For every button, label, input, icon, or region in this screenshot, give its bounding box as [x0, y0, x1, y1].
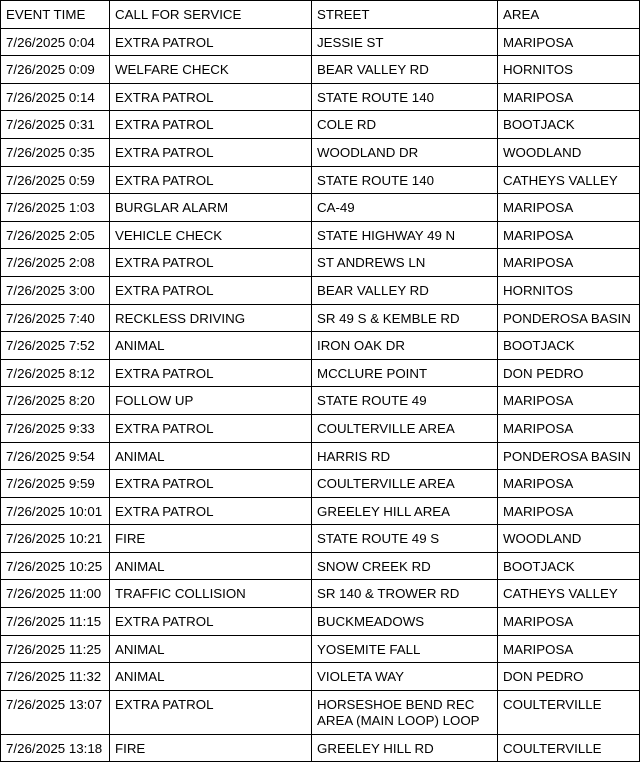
- cell-area: BOOTJACK: [498, 111, 640, 139]
- cell-street: STATE ROUTE 140: [312, 166, 498, 194]
- cell-area: MARIPOSA: [498, 28, 640, 56]
- cell-event-time: 7/26/2025 10:21: [1, 525, 110, 553]
- cell-call-for-service: BURGLAR ALARM: [110, 194, 312, 222]
- table-row: [1, 28, 640, 56]
- table-row: [1, 166, 640, 194]
- cell-event-time: 7/26/2025 7:52: [1, 332, 110, 360]
- cell-area: COULTERVILLE: [498, 734, 640, 762]
- cell-area: WOODLAND: [498, 525, 640, 553]
- cell-area: MARIPOSA: [498, 470, 640, 498]
- cell-event-time: 7/26/2025 13:07: [1, 690, 110, 734]
- cell-call-for-service: EXTRA PATROL: [110, 608, 312, 636]
- cell-call-for-service: ANIMAL: [110, 635, 312, 663]
- table-row: [1, 56, 640, 84]
- header-street: STREET: [312, 1, 498, 29]
- cell-call-for-service: FIRE: [110, 734, 312, 762]
- cell-event-time: 7/26/2025 0:35: [1, 138, 110, 166]
- cell-call-for-service: WELFARE CHECK: [110, 56, 312, 84]
- cell-call-for-service: EXTRA PATROL: [110, 470, 312, 498]
- cell-street: SR 49 S & KEMBLE RD: [312, 304, 498, 332]
- cell-event-time: 7/26/2025 8:12: [1, 359, 110, 387]
- cell-call-for-service: EXTRA PATROL: [110, 83, 312, 111]
- table-row: [1, 194, 640, 222]
- cell-area: MARIPOSA: [498, 414, 640, 442]
- table-row: [1, 83, 640, 111]
- cell-area: HORNITOS: [498, 276, 640, 304]
- cell-call-for-service: EXTRA PATROL: [110, 138, 312, 166]
- cell-street: JESSIE ST: [312, 28, 498, 56]
- cell-street: STATE ROUTE 49 S: [312, 525, 498, 553]
- cell-event-time: 7/26/2025 11:15: [1, 608, 110, 636]
- cell-call-for-service: EXTRA PATROL: [110, 111, 312, 139]
- cell-call-for-service: EXTRA PATROL: [110, 166, 312, 194]
- cell-area: BOOTJACK: [498, 332, 640, 360]
- cell-event-time: 7/26/2025 10:25: [1, 552, 110, 580]
- table-row: [1, 249, 640, 277]
- cell-street: MCCLURE POINT: [312, 359, 498, 387]
- cell-call-for-service: FOLLOW UP: [110, 387, 312, 415]
- cell-street: HARRIS RD: [312, 442, 498, 470]
- cell-event-time: 7/26/2025 0:04: [1, 28, 110, 56]
- table-row: [1, 608, 640, 636]
- table-body: [1, 28, 640, 762]
- cell-street: BUCKMEADOWS: [312, 608, 498, 636]
- cell-event-time: 7/26/2025 9:59: [1, 470, 110, 498]
- cell-event-time: 7/26/2025 0:14: [1, 83, 110, 111]
- cell-street: HORSESHOE BEND REC AREA (MAIN LOOP) LOOP: [312, 690, 498, 734]
- cell-call-for-service: ANIMAL: [110, 663, 312, 691]
- cell-call-for-service: EXTRA PATROL: [110, 359, 312, 387]
- cell-street: GREELEY HILL RD: [312, 734, 498, 762]
- cell-street: STATE ROUTE 140: [312, 83, 498, 111]
- cell-area: MARIPOSA: [498, 194, 640, 222]
- cell-street: SR 140 & TROWER RD: [312, 580, 498, 608]
- table-row: [1, 734, 640, 762]
- cell-street: STATE ROUTE 49: [312, 387, 498, 415]
- cell-event-time: 7/26/2025 11:32: [1, 663, 110, 691]
- cell-call-for-service: EXTRA PATROL: [110, 249, 312, 277]
- cell-street: WOODLAND DR: [312, 138, 498, 166]
- table-row: [1, 111, 640, 139]
- cell-street: GREELEY HILL AREA: [312, 497, 498, 525]
- header-event-time: EVENT TIME: [1, 1, 110, 29]
- table-row: [1, 552, 640, 580]
- table-row: [1, 663, 640, 691]
- table-row: [1, 580, 640, 608]
- table-row: [1, 304, 640, 332]
- table-row: [1, 359, 640, 387]
- table-row: [1, 442, 640, 470]
- header-call-for-service: CALL FOR SERVICE: [110, 1, 312, 29]
- cell-event-time: 7/26/2025 13:18: [1, 734, 110, 762]
- table-row: [1, 221, 640, 249]
- cell-area: WOODLAND: [498, 138, 640, 166]
- cell-street: YOSEMITE FALL: [312, 635, 498, 663]
- cell-street: IRON OAK DR: [312, 332, 498, 360]
- cell-area: MARIPOSA: [498, 497, 640, 525]
- cell-street: BEAR VALLEY RD: [312, 276, 498, 304]
- cell-street: COLE RD: [312, 111, 498, 139]
- cell-area: DON PEDRO: [498, 663, 640, 691]
- cell-event-time: 7/26/2025 0:31: [1, 111, 110, 139]
- cell-area: PONDEROSA BASIN: [498, 304, 640, 332]
- table-row: [1, 470, 640, 498]
- cell-street: BEAR VALLEY RD: [312, 56, 498, 84]
- cell-street: VIOLETA WAY: [312, 663, 498, 691]
- cell-street: CA-49: [312, 194, 498, 222]
- cell-call-for-service: VEHICLE CHECK: [110, 221, 312, 249]
- cell-area: MARIPOSA: [498, 83, 640, 111]
- cell-area: PONDEROSA BASIN: [498, 442, 640, 470]
- table-row: [1, 497, 640, 525]
- cell-call-for-service: EXTRA PATROL: [110, 690, 312, 734]
- cell-area: CATHEYS VALLEY: [498, 580, 640, 608]
- table-row: [1, 387, 640, 415]
- cell-area: BOOTJACK: [498, 552, 640, 580]
- cell-street: COULTERVILLE AREA: [312, 414, 498, 442]
- cell-event-time: 7/26/2025 1:03: [1, 194, 110, 222]
- cell-area: MARIPOSA: [498, 221, 640, 249]
- cell-call-for-service: EXTRA PATROL: [110, 28, 312, 56]
- cell-area: MARIPOSA: [498, 387, 640, 415]
- cell-street: ST ANDREWS LN: [312, 249, 498, 277]
- cell-event-time: 7/26/2025 8:20: [1, 387, 110, 415]
- cell-call-for-service: ANIMAL: [110, 552, 312, 580]
- table-row: [1, 635, 640, 663]
- cell-event-time: 7/26/2025 11:25: [1, 635, 110, 663]
- cell-call-for-service: ANIMAL: [110, 442, 312, 470]
- cell-street: SNOW CREEK RD: [312, 552, 498, 580]
- table-row: [1, 276, 640, 304]
- table-row: [1, 332, 640, 360]
- cell-call-for-service: EXTRA PATROL: [110, 414, 312, 442]
- table-row: [1, 525, 640, 553]
- cell-area: HORNITOS: [498, 56, 640, 84]
- cell-call-for-service: ANIMAL: [110, 332, 312, 360]
- header-row: [1, 1, 640, 29]
- cell-event-time: 7/26/2025 0:59: [1, 166, 110, 194]
- table-row: [1, 414, 640, 442]
- cell-call-for-service: EXTRA PATROL: [110, 497, 312, 525]
- table-header: [1, 1, 640, 29]
- cell-area: MARIPOSA: [498, 635, 640, 663]
- cell-area: MARIPOSA: [498, 249, 640, 277]
- cell-event-time: 7/26/2025 11:00: [1, 580, 110, 608]
- table-row: [1, 690, 640, 734]
- cell-call-for-service: FIRE: [110, 525, 312, 553]
- cell-street: COULTERVILLE AREA: [312, 470, 498, 498]
- cell-event-time: 7/26/2025 10:01: [1, 497, 110, 525]
- cell-area: COULTERVILLE: [498, 690, 640, 734]
- cell-event-time: 7/26/2025 2:05: [1, 221, 110, 249]
- cell-area: MARIPOSA: [498, 608, 640, 636]
- cell-event-time: 7/26/2025 9:33: [1, 414, 110, 442]
- cell-event-time: 7/26/2025 0:09: [1, 56, 110, 84]
- cell-event-time: 7/26/2025 9:54: [1, 442, 110, 470]
- cell-call-for-service: TRAFFIC COLLISION: [110, 580, 312, 608]
- cell-street: STATE HIGHWAY 49 N: [312, 221, 498, 249]
- header-area: AREA: [498, 1, 640, 29]
- cell-event-time: 7/26/2025 3:00: [1, 276, 110, 304]
- table-row: [1, 138, 640, 166]
- cell-area: CATHEYS VALLEY: [498, 166, 640, 194]
- cell-event-time: 7/26/2025 2:08: [1, 249, 110, 277]
- cell-event-time: 7/26/2025 7:40: [1, 304, 110, 332]
- cell-area: DON PEDRO: [498, 359, 640, 387]
- cell-call-for-service: EXTRA PATROL: [110, 276, 312, 304]
- cell-call-for-service: RECKLESS DRIVING: [110, 304, 312, 332]
